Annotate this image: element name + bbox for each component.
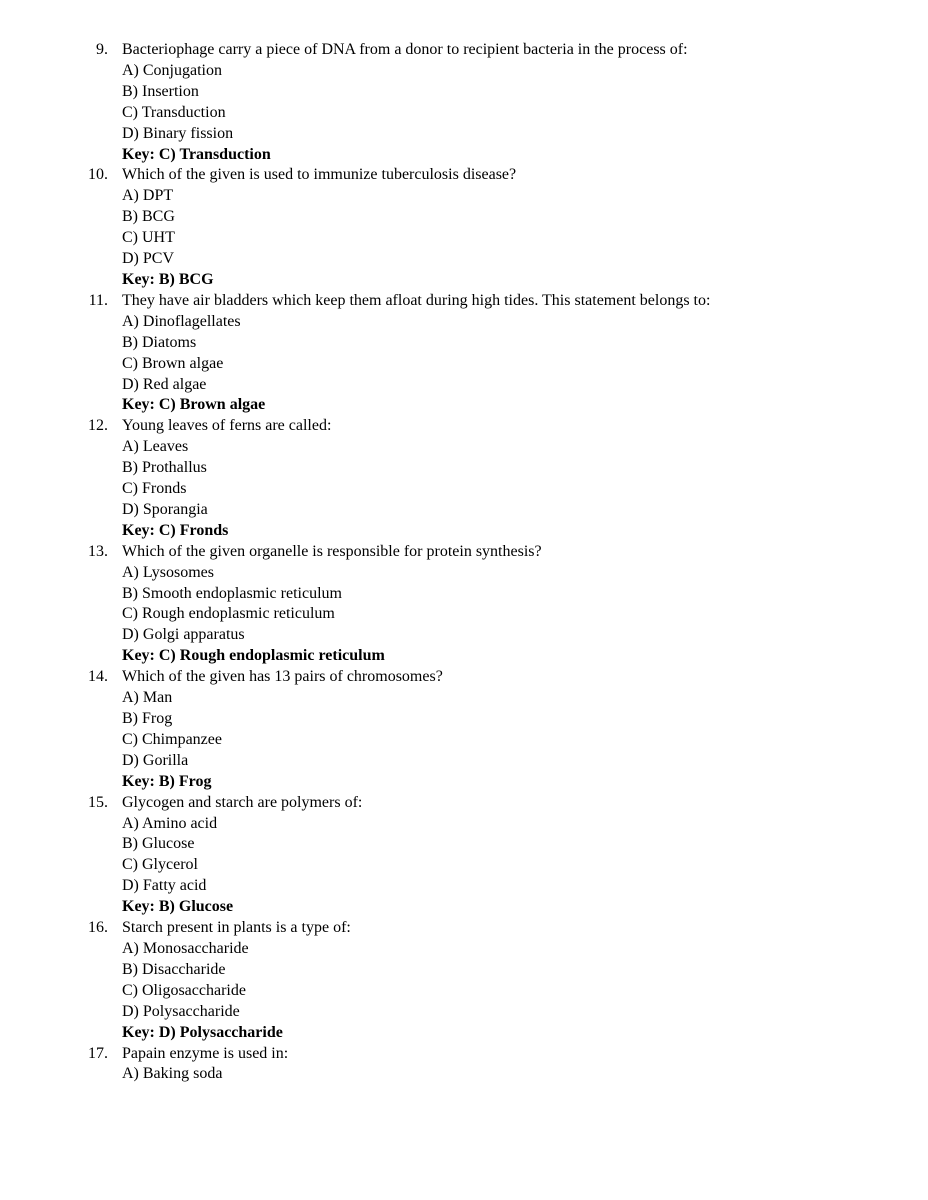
option-text: B) Diatoms: [122, 333, 197, 351]
question-text: They have air bladders which keep them afloat during high tides. This statement belongs to:: [122, 291, 711, 309]
question-line: [88, 1044, 898, 1065]
question-item: [88, 918, 898, 1043]
option-text: D) Polysaccharide: [122, 1002, 240, 1020]
question-text: Which of the given is used to immunize tuberculosis disease?: [122, 166, 517, 184]
question-text: Glycogen and starch are polymers of:: [122, 793, 363, 811]
option-text: D) Red algae: [122, 375, 207, 393]
option-text: A) Dinoflagellates: [122, 312, 241, 330]
question-number: 13.: [88, 542, 108, 560]
answer-key: Key: C) Fronds: [122, 521, 229, 539]
answer-key: Key: D) Polysaccharide: [122, 1023, 283, 1041]
option-text: D) Golgi apparatus: [122, 626, 245, 644]
question-line: [88, 542, 898, 563]
option-text: C) Transduction: [122, 103, 226, 121]
option-text: B) Glucose: [122, 835, 195, 853]
option-text: A) Conjugation: [122, 61, 222, 79]
question-text: Bacteriophage carry a piece of DNA from a donor to recipient bacteria in the process of:: [122, 41, 688, 58]
question-text: Which of the given has 13 pairs of chromosomes?: [122, 668, 443, 686]
option-text: C) UHT: [122, 229, 175, 247]
answer-key: Key: B) BCG: [122, 270, 214, 288]
option-text: B) Prothallus: [122, 459, 207, 477]
question-line: [88, 793, 898, 814]
option-text: A) Monosaccharide: [122, 939, 249, 957]
question-number: 9.: [96, 41, 108, 58]
question-text: Young leaves of ferns are called:: [122, 417, 332, 435]
option-text: C) Chimpanzee: [122, 730, 222, 748]
question-line: [88, 416, 898, 437]
option-text: B) Disaccharide: [122, 960, 226, 978]
option-text: A) Lysosomes: [122, 563, 214, 581]
question-number: 16.: [88, 919, 108, 937]
option-text: A) Amino acid: [122, 814, 218, 832]
option-text: D) Sporangia: [122, 500, 208, 518]
question-text: Papain enzyme is used in:: [122, 1044, 289, 1062]
question-number: 12.: [88, 417, 108, 435]
question-number: 17.: [88, 1044, 108, 1062]
question-item: [88, 291, 898, 416]
option-text: D) Gorilla: [122, 751, 189, 769]
question-text: Starch present in plants is a type of:: [122, 919, 351, 937]
question-list: [88, 40, 898, 1085]
option-text: D) Fatty acid: [122, 877, 207, 895]
question-line: [88, 291, 898, 312]
question-item: [88, 667, 898, 792]
question-line: [88, 165, 898, 186]
question-text: Which of the given organelle is responsible for protein synthesis?: [122, 542, 542, 560]
question-line: [88, 667, 898, 688]
option-text: D) Binary fission: [122, 124, 234, 142]
question-item: [88, 40, 898, 165]
option-text: C) Oligosaccharide: [122, 981, 246, 999]
question-number: 11.: [88, 291, 108, 309]
answer-key: Key: C) Brown algae: [122, 396, 266, 414]
answer-key: Key: C) Rough endoplasmic reticulum: [122, 647, 385, 665]
question-line: [88, 40, 898, 61]
option-text: C) Rough endoplasmic reticulum: [122, 605, 335, 623]
option-text: A) DPT: [122, 187, 174, 205]
option-text: D) PCV: [122, 250, 175, 268]
option-text: A) Man: [122, 689, 173, 707]
question-number: 14.: [88, 668, 108, 686]
option-text: C) Glycerol: [122, 856, 198, 874]
option-text: C) Fronds: [122, 480, 187, 498]
question-item: [88, 1044, 898, 1086]
question-item: [88, 793, 898, 918]
option-text: C) Brown algae: [122, 354, 224, 372]
answer-key: Key: B) Glucose: [122, 898, 234, 916]
option-text: A) Leaves: [122, 438, 189, 456]
question-number: 15.: [88, 793, 108, 811]
option-text: B) Smooth endoplasmic reticulum: [122, 584, 342, 602]
option-text: B) Frog: [122, 710, 173, 727]
answer-key: Key: C) Transduction: [122, 145, 271, 163]
question-number: 10.: [88, 166, 108, 184]
answer-key: Key: B) Frog: [122, 772, 212, 790]
question-item: [88, 165, 898, 290]
option-text: B) BCG: [122, 208, 175, 226]
question-item: [88, 416, 898, 541]
question-line: [88, 918, 898, 939]
option-text: B) Insertion: [122, 82, 199, 100]
question-item: [88, 542, 898, 667]
option-text: A) Baking soda: [122, 1065, 223, 1083]
